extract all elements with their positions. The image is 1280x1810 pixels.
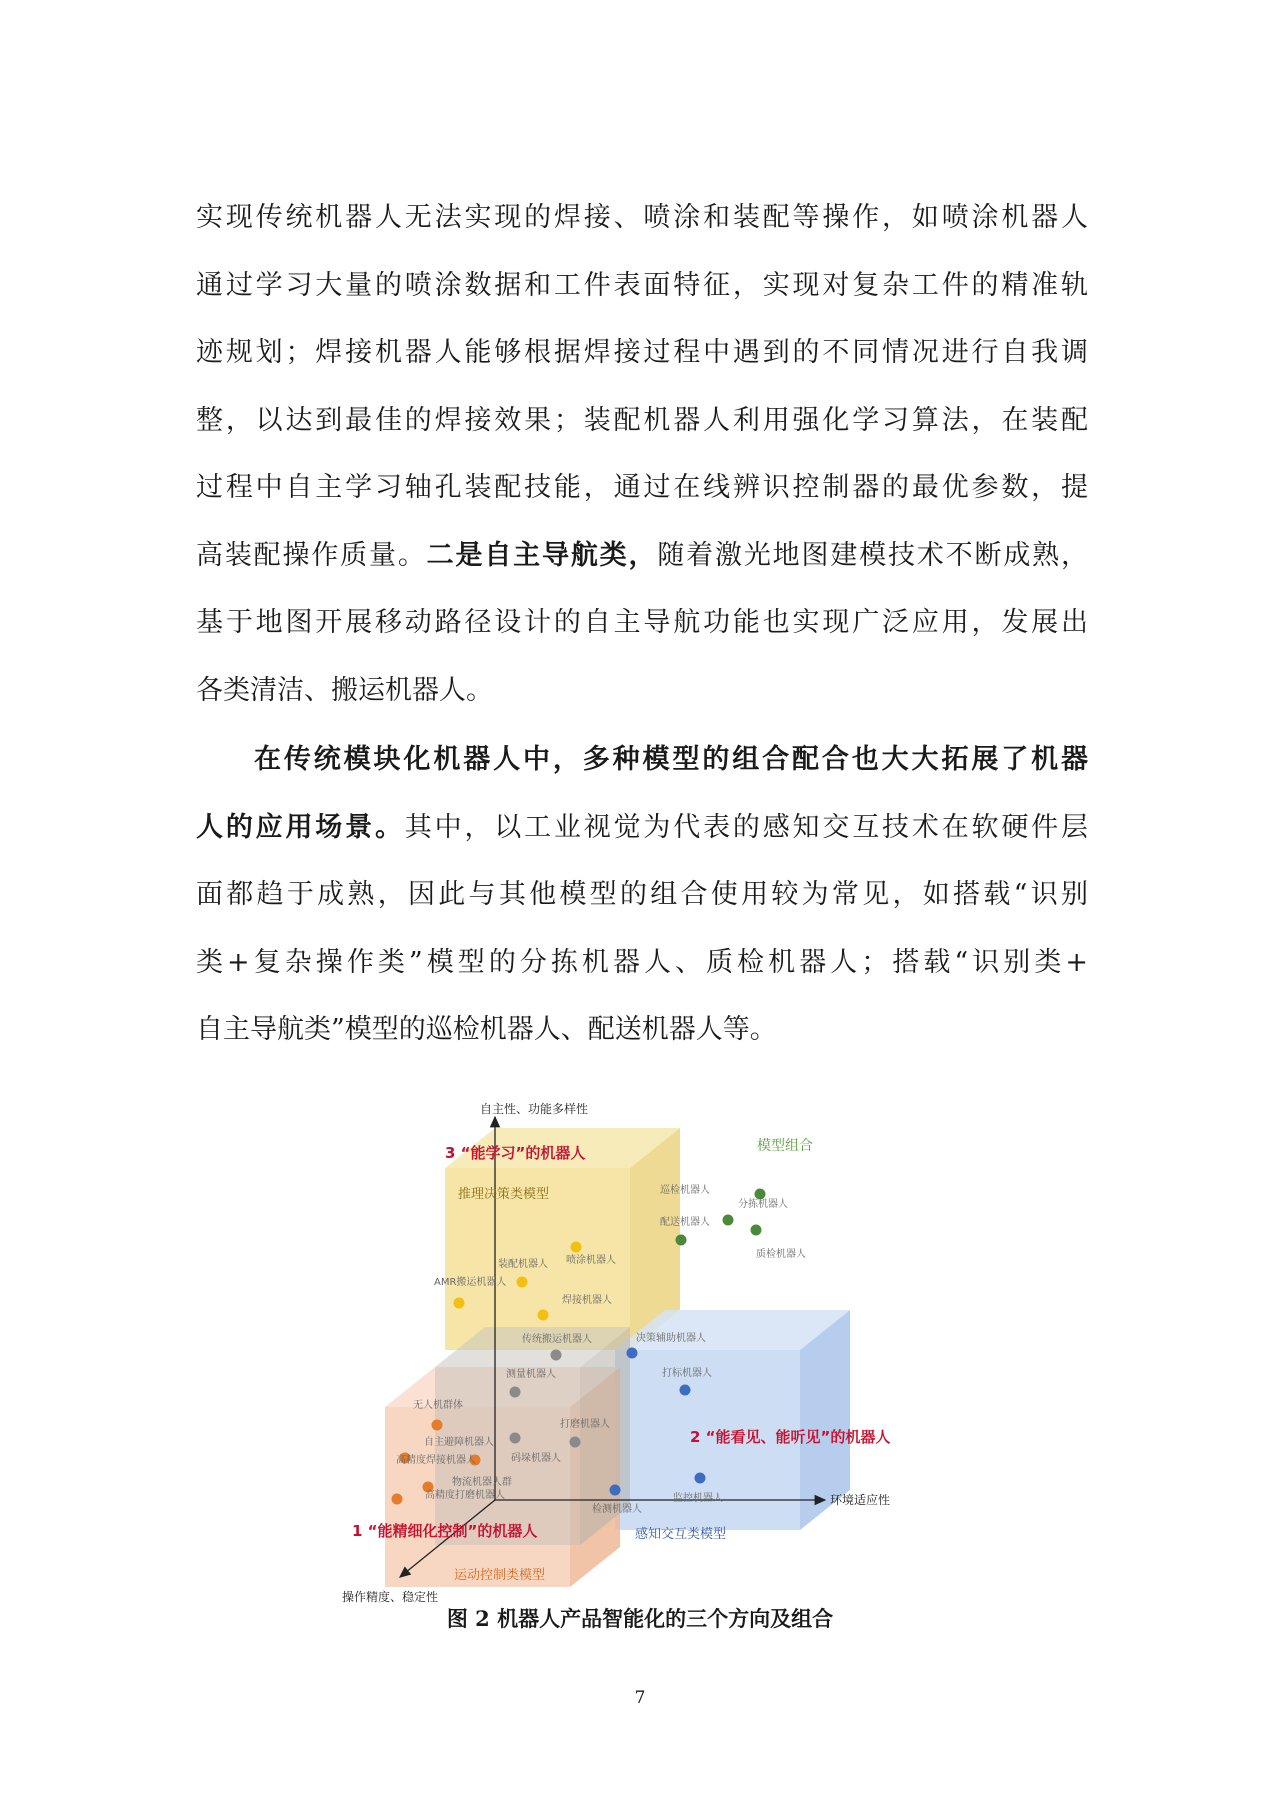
line-text: 其中，以工业视觉为代表的感知交互技术在软硬件层 xyxy=(404,811,1089,843)
point-label: 自主避障机器人 xyxy=(424,1437,494,1448)
point-spray-robot xyxy=(571,1242,582,1253)
caption-label: 图 2 xyxy=(446,1606,490,1631)
axis-vertical-label: 自主性、功能多样性 xyxy=(480,1102,589,1116)
point-label: 焊接机器人 xyxy=(562,1295,612,1306)
line-text: 高装配操作质量。 xyxy=(196,539,427,571)
point-welding-robot xyxy=(538,1310,549,1321)
point-label: 测量机器人 xyxy=(506,1369,556,1380)
point-label: 传统搬运机器人 xyxy=(522,1334,592,1345)
caption-text: 机器人产品智能化的三个方向及组合 xyxy=(489,1606,834,1631)
paragraph-line: 自主导航类”模型的巡检机器人、配送机器人等。 xyxy=(196,1014,777,1045)
model-perception-label: 感知交互类模型 xyxy=(635,1527,727,1542)
point-sorting-robot xyxy=(755,1189,766,1200)
point-label: 喷涂机器人 xyxy=(566,1255,616,1266)
figure-robot-intelligence-cube xyxy=(342,1095,970,1605)
point-label: 巡检机器人 xyxy=(660,1185,710,1196)
paragraph-2 xyxy=(196,726,1088,1064)
page-number: 7 xyxy=(634,1688,646,1708)
axis-depth-label: 操作精度、稳定性 xyxy=(342,1590,439,1604)
point-quality-inspection-robot xyxy=(751,1225,762,1236)
paragraph-line: 各类清洁、搬运机器人。 xyxy=(196,674,493,706)
point-label: 打标机器人 xyxy=(662,1368,712,1379)
paragraph-line: 类+复杂操作类”模型的分拣机器人、质检机器人；搭载“识别类+ xyxy=(196,946,1088,978)
point-label: 码垛机器人 xyxy=(511,1453,561,1464)
direction-perceive-label: 2 “能看见、能听见”的机器人 xyxy=(690,1428,891,1446)
cube-diagram xyxy=(342,1095,970,1605)
point-label: 分拣机器人 xyxy=(738,1199,788,1210)
point-precision-grinding-robot xyxy=(392,1494,403,1505)
point-patrol-robot xyxy=(723,1215,734,1226)
point-palletizing-robot xyxy=(510,1433,521,1444)
axis-horizontal-label: 环境适应性 xyxy=(830,1493,891,1507)
point-grinding-robot xyxy=(570,1437,581,1448)
bold-lead-sentence: 在传统模块化机器人中，多种模型的组合配合也大大拓展了机器 xyxy=(254,744,1088,775)
point-label: 监控机器人 xyxy=(673,1493,723,1504)
paragraph-line: 实现传统机器人无法实现的焊接、喷涂和装配等操作，如喷涂机器人 xyxy=(196,202,1088,233)
model-combination-label: 模型组合 xyxy=(757,1138,813,1154)
paragraph-line: 通过学习大量的喷涂数据和工件表面特征，实现对复杂工件的精准轨 xyxy=(196,269,1088,301)
direction-learn-label: 3 “能学习”的机器人 xyxy=(445,1144,586,1162)
paragraph-line xyxy=(196,726,1088,794)
paragraph-line xyxy=(196,794,1088,862)
point-measurement-robot xyxy=(510,1387,521,1398)
point-label: 物流机器人群 xyxy=(452,1477,512,1488)
point-label: 质检机器人 xyxy=(756,1249,806,1260)
paragraph-line: 迹规划；焊接机器人能够根据焊接过程中遇到的不同情况进行自我调 xyxy=(196,337,1088,368)
bold-lead-sentence-end: 人的应用场景。 xyxy=(196,811,405,843)
direction-control-label: 1 “能精细化控制”的机器人 xyxy=(352,1522,538,1540)
point-decision-robot xyxy=(627,1348,638,1359)
model-reasoning-label: 推理决策类模型 xyxy=(458,1187,550,1202)
paragraph-line: 过程中自主学习轴孔装配技能，通过在线辨识控制器的最优参数，提 xyxy=(196,472,1088,503)
point-traditional-handling-robot xyxy=(551,1350,562,1361)
paragraph-line: 基于地图开展移动路径设计的自主导航功能也实现广泛应用，发展出 xyxy=(196,607,1088,638)
figure-caption xyxy=(0,1603,1280,1633)
green-points xyxy=(660,1183,806,1260)
point-label: AMR搬运机器人 xyxy=(434,1277,507,1288)
line-text: 随着激光地图建模技术不断成熟， xyxy=(657,539,1089,571)
point-drone-swarm xyxy=(432,1420,443,1431)
point-label: 高精度打磨机器人 xyxy=(425,1490,505,1501)
paragraph-line xyxy=(196,522,1088,590)
point-monitoring-robot xyxy=(695,1473,706,1484)
paragraph-line: 面都趋于成熟，因此与其他模型的组合使用较为常见，如搭载“识别 xyxy=(196,879,1088,910)
point-label: 高精度焊接机器人 xyxy=(396,1455,476,1466)
point-label: 决策辅助机器人 xyxy=(636,1333,706,1344)
model-motion-label: 运动控制类模型 xyxy=(454,1568,546,1583)
point-amr-robot xyxy=(454,1298,465,1309)
bold-heading-autonomous-navigation: 二是自主导航类， xyxy=(426,539,658,571)
point-marking-robot xyxy=(680,1385,691,1396)
point-inspection-robot xyxy=(610,1485,621,1496)
point-label: 打磨机器人 xyxy=(560,1419,610,1430)
point-label: 无人机群体 xyxy=(413,1400,463,1411)
point-label: 装配机器人 xyxy=(498,1259,548,1270)
point-delivery-robot xyxy=(676,1235,687,1246)
paragraph-1 xyxy=(196,184,1088,724)
point-assembly-robot xyxy=(517,1277,528,1288)
paragraph-line: 整，以达到最佳的焊接效果；装配机器人利用强化学习算法，在装配 xyxy=(196,404,1088,436)
point-label: 配送机器人 xyxy=(660,1217,710,1228)
point-label: 检测机器人 xyxy=(592,1504,642,1515)
